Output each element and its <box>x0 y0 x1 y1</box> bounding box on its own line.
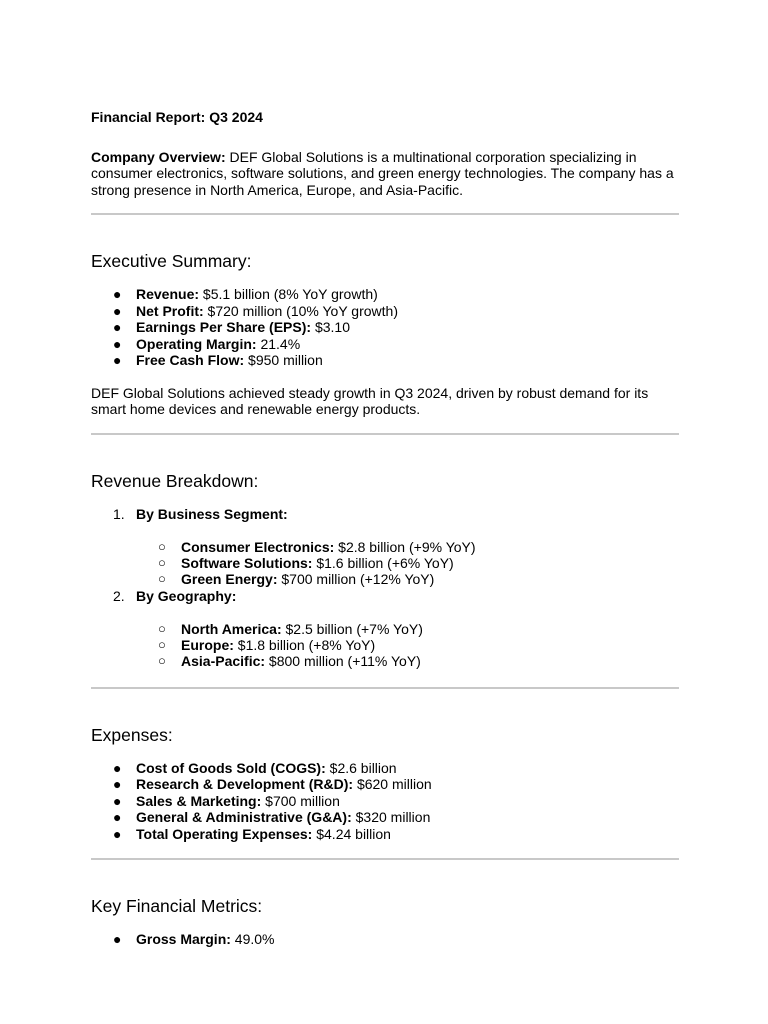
list-item <box>91 571 679 587</box>
list-item <box>91 637 679 653</box>
bullet-icon: ● <box>113 302 122 319</box>
bullet-icon: ● <box>113 776 122 793</box>
list-item <box>91 539 679 555</box>
circle-bullet-icon: ○ <box>158 653 166 669</box>
key-metrics-list <box>91 931 679 948</box>
section-divider <box>91 433 679 435</box>
list-item <box>91 303 679 320</box>
document-page <box>91 109 679 948</box>
report-title: Financial Report: Q3 2024 <box>91 109 263 125</box>
list-item <box>91 931 679 948</box>
item-value: $700 million (+12% YoY) <box>277 571 435 588</box>
item-value: $4.24 billion <box>312 825 391 842</box>
bullet-icon: ● <box>113 792 122 809</box>
item-value: $620 million <box>353 776 432 793</box>
item-value: $320 million <box>351 809 431 826</box>
list-item <box>91 621 679 637</box>
bullet-icon: ● <box>113 319 122 335</box>
item-value: $800 million (+11% YoY) <box>265 653 421 670</box>
revenue-breakdown-heading: Revenue Breakdown: <box>91 470 259 491</box>
bullet-icon: ● <box>113 759 122 776</box>
item-label: Net Profit: <box>136 302 204 319</box>
item-value: 21.4% <box>256 335 301 352</box>
revenue-breakdown-list <box>91 506 679 670</box>
bullet-icon: ● <box>113 825 122 842</box>
item-value: $1.6 billion (+6% YoY) <box>312 555 454 572</box>
item-label: Total Operating Expenses: <box>136 825 313 842</box>
item-label: Free Cash Flow: <box>136 352 245 368</box>
section-divider <box>91 213 679 215</box>
list-item <box>91 352 679 369</box>
list-item <box>91 336 679 353</box>
item-value: $950 million <box>244 352 323 368</box>
circle-bullet-icon: ○ <box>158 637 166 653</box>
item-value: $1.8 billion (+8% YoY) <box>233 637 376 654</box>
sub-list <box>91 539 679 588</box>
item-label: Revenue: <box>136 286 200 302</box>
list-item <box>91 776 679 793</box>
sub-list <box>91 621 679 670</box>
item-label: Gross Margin: <box>136 931 231 948</box>
circle-bullet-icon: ○ <box>158 555 166 571</box>
bullet-icon: ● <box>113 931 122 948</box>
item-value: $720 million (10% YoY growth) <box>203 302 398 319</box>
item-label: Operating Margin: <box>136 335 257 352</box>
item-label: Asia-Pacific: <box>181 653 266 670</box>
item-label: Green Energy: <box>181 571 278 588</box>
item-value: $5.1 billion (8% YoY growth) <box>199 286 378 302</box>
list-item <box>91 826 679 843</box>
executive-summary-paragraph: DEF Global Solutions achieved steady growth in Q3 2024, driven by robust demand for its smart home devices and renewable energy products. <box>91 384 649 417</box>
expenses-heading: Expenses: <box>91 724 173 745</box>
item-label: Earnings Per Share (EPS): <box>136 319 312 335</box>
list-item <box>91 653 679 669</box>
item-label: Software Solutions: <box>181 555 313 572</box>
item-label: Cost of Goods Sold (COGS): <box>136 759 326 776</box>
list-item <box>91 588 679 670</box>
list-number: 1. <box>113 505 125 522</box>
executive-summary-heading: Executive Summary: <box>91 251 252 271</box>
list-item <box>91 555 679 571</box>
item-label: Consumer Electronics: <box>181 539 335 555</box>
circle-bullet-icon: ○ <box>158 621 166 637</box>
item-value: $2.8 billion (+9% YoY) <box>334 539 476 555</box>
item-value: 49.0% <box>230 931 275 948</box>
circle-bullet-icon: ○ <box>158 571 166 587</box>
bullet-icon: ● <box>113 335 122 352</box>
item-label: Research & Development (R&D): <box>136 776 354 793</box>
list-item <box>91 286 679 303</box>
bullet-icon: ● <box>113 809 122 826</box>
item-value: $3.10 <box>311 319 350 335</box>
circle-bullet-icon: ○ <box>158 539 166 554</box>
item-value: $2.6 billion <box>325 759 397 776</box>
bullet-icon: ● <box>113 352 122 368</box>
group-label: By Geography: <box>136 587 237 604</box>
item-label: General & Administrative (G&A): <box>136 809 352 826</box>
key-metrics-heading: Key Financial Metrics: <box>91 896 263 917</box>
group-label: By Business Segment: <box>136 505 288 522</box>
executive-summary-list <box>91 286 679 369</box>
list-number: 2. <box>113 587 125 604</box>
item-value: $2.5 billion (+7% YoY) <box>281 621 423 638</box>
item-value: $700 million <box>261 792 340 809</box>
overview-text: DEF Global Solutions is a multinational corporation specializing in consumer electronics, software solutions, and green energy technologies. The company has a strong presence in North America, Europe, and Asia-Pacific. <box>91 148 674 198</box>
list-item <box>91 506 679 588</box>
item-label: North America: <box>181 621 282 638</box>
section-divider <box>91 687 679 689</box>
list-item <box>91 319 679 336</box>
list-item <box>91 760 679 777</box>
company-overview <box>91 149 679 199</box>
item-label: Europe: <box>181 637 234 654</box>
list-item <box>91 809 679 826</box>
overview-label: Company Overview: <box>91 148 226 165</box>
item-label: Sales & Marketing: <box>136 792 262 809</box>
list-item <box>91 793 679 810</box>
section-divider <box>91 858 679 860</box>
expenses-list <box>91 760 679 843</box>
bullet-icon: ● <box>113 286 122 302</box>
